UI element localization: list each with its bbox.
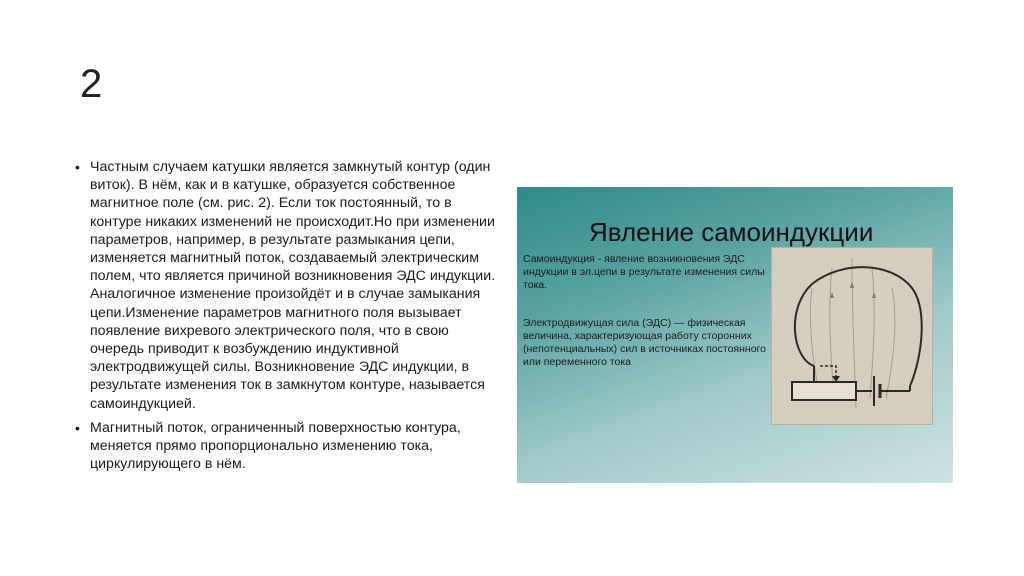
circuit-diagram-icon bbox=[772, 248, 932, 424]
figure-title: Явление самоиндукции bbox=[589, 217, 874, 247]
bullet-dot-icon: • bbox=[75, 159, 80, 175]
bullet-list bbox=[74, 158, 504, 479]
figure-emf-definition: Электродвижущая сила (ЭДС) — физическая величина, характеризующая работу сторонних (непотенциальных) сил в источниках постоянного или переменного тока bbox=[523, 317, 766, 368]
self-induction-figure bbox=[517, 187, 953, 483]
slide-title: 2 bbox=[80, 62, 103, 106]
figure-definition: Самоиндукция - явление возникновения ЭДС индукции в эл.цепи в результате изменения силы тока. bbox=[523, 253, 765, 291]
circuit-diagram-image bbox=[771, 247, 933, 425]
bullet-text: Магнитный поток, ограниченный поверхностью контура, меняется прямо пропорционально изменению тока, циркулирующего в нём. bbox=[90, 419, 461, 473]
bullet-item bbox=[74, 158, 504, 413]
bullet-item bbox=[74, 419, 504, 474]
bullet-dot-icon: • bbox=[75, 419, 80, 436]
bullet-text: Частным случаем катушки является замкнутый контур (один виток). В нём, как и в катушке, образуется собственное магнитное поле (см. рис. 2). Если ток постоянный, то в контуре никаких изменений не происходит.Но при изменении параметров, например, в результате размыкания цепи, изменяется магнитный поток, создаваемый электрическим полем, что является причиной возникновения ЭДС индукции. Аналогичное изменение произойдёт и в случае замыкания цепи.Изменение параметров магнитного поля вызывает появление вихревого электрического поля, что в свою очередь приводит к возбуждению индуктивной электродвижущей силы. Возникновение ЭДС индукции, в результате изменения ток в замкнутом контуре, называется самоиндукцией. bbox=[90, 159, 496, 412]
